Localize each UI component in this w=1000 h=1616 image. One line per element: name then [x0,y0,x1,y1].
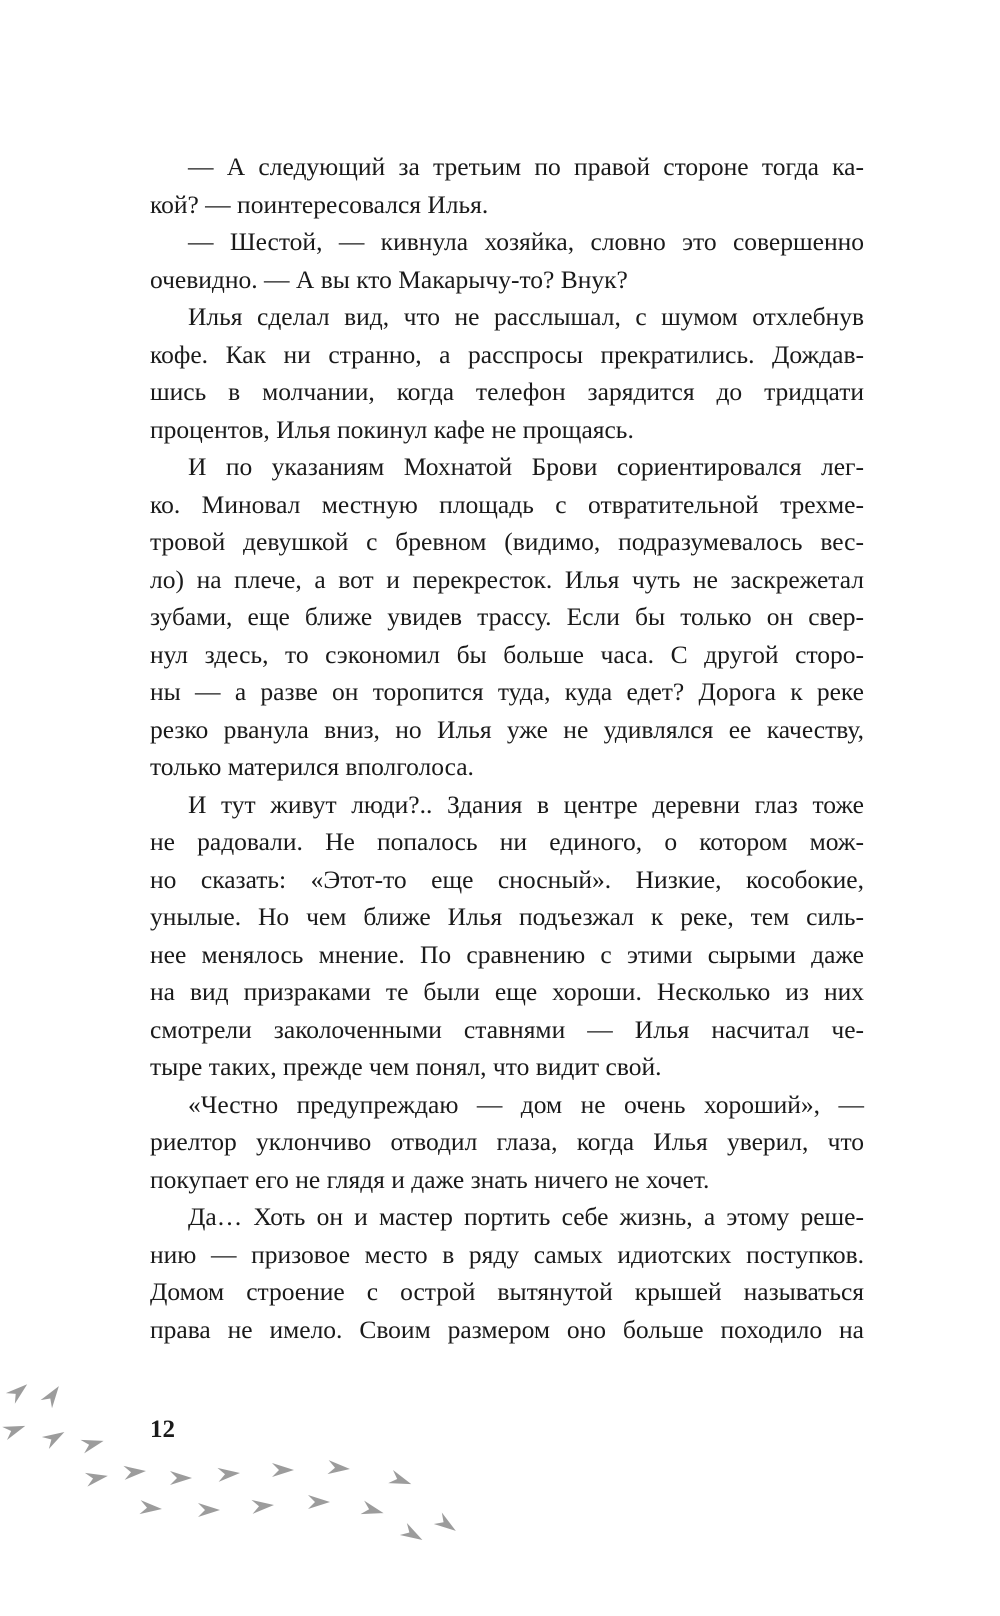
text-line: «Честно предупреждаю — дом не очень хороший», — [188,1089,864,1119]
text-line: нию — призовое место в ряду самых идиотских поступков. [150,1239,864,1269]
bird-track-icon [251,1498,274,1514]
text-line: шись в молчании, когда телефон зарядится до тридцати [150,377,864,406]
text-line: нее менялось мнение. По сравнению с этими сырыми даже [150,939,864,969]
bird-track-icon [308,1495,330,1509]
bird-track-icon [272,1463,294,1477]
text-line: смотрели заколоченными ставнями — Илья насчитал че- [150,1014,864,1044]
text-line: но сказать: «Этот-то еще сносный». Низкие, кособокие, [150,864,864,894]
bird-track-icon [170,1471,192,1485]
text-line: риелтор уклончиво отводил глаза, когда Илья уверил, что [150,1127,864,1156]
bird-track-icon [85,1469,109,1487]
body-text [150,148,864,1348]
bird-track-icon [434,1513,460,1537]
text-line: — А следующий за третьим по правой стороне тогда ка- [188,152,864,181]
bird-track-icon [400,1523,426,1546]
text-line: не радовали. Не попалось ни единого, о котором мож- [150,827,864,856]
text-line: ны — а разве он торопится туда, куда едет? Дорога к реке [150,677,864,706]
bird-track-icon [41,1382,65,1408]
text-line: очевидно. — А вы кто Макарычу-то? Внук? [150,264,628,294]
text-line: Илья сделал вид, что не расслышал, с шумом отхлебнув [188,302,864,331]
bird-track-icon [42,1426,68,1449]
text-line: унылые. Но чем ближе Илья подъезжал к реке, тем силь- [150,902,864,931]
text-line: покупает его не глядя и даже знать ничего не хочет. [150,1164,710,1194]
bird-track-icon [198,1503,220,1517]
bird-track-icon [361,1501,386,1520]
text-line: зубами, еще ближе увидев трассу. Если бы только он свер- [150,602,864,631]
text-line: ко. Миновал местную площадь с отвратительной трехме- [150,489,864,519]
text-line: — Шестой, — кивнула хозяйка, словно это совершенно [188,227,864,256]
bird-track-icon [123,1464,146,1480]
bird-track-icon [217,1466,240,1482]
text-line: Да… Хоть он и мастер портить себе жизнь, а этому реше- [188,1202,864,1231]
text-line: процентов, Илья покинул кафе не прощаясь. [150,414,634,444]
text-line: И тут живут люди?.. Здания в центре деревни глаз тоже [188,789,864,819]
text-line: только матерился вполголоса. [150,752,474,781]
bird-track-icon [327,1460,350,1476]
bird-track-icon [81,1434,106,1453]
text-line: Домом строение с острой вытянутой крышей называться [150,1277,864,1306]
text-line: нул здесь, то сэкономил бы больше часа. С другой сторо- [150,639,864,669]
bird-tracks-icon [0,1370,480,1616]
text-line: кофе. Как ни странно, а расспросы прекратились. Дождав- [150,339,864,369]
page-number: 12 [150,1416,175,1443]
text-line: тыре таких, прежде чем понял, что видит свой. [150,1052,662,1081]
text-line: кой? — поинтересовался Илья. [150,189,489,219]
bird-track-icon [6,1379,32,1404]
text-line: резко рванула вниз, но Илья уже не удивлялся ее качеству, [150,714,864,744]
bird-track-icon [139,1500,162,1516]
text-line: ло) на плече, а вот и перекресток. Илья чуть не заскрежетал [150,564,864,594]
text-line: тровой девушкой с бревном (видимо, подразумевалось вес- [150,527,864,556]
bird-track-icon [2,1419,27,1440]
text-line: И по указаниям Мохнатой Брови сориентировался лег- [188,452,864,481]
text-line: права не имело. Своим размером оно больше походило на [150,1314,864,1344]
bird-track-icon [388,1470,413,1491]
text-line: на вид призраками те были еще хороши. Несколько из них [150,977,864,1006]
